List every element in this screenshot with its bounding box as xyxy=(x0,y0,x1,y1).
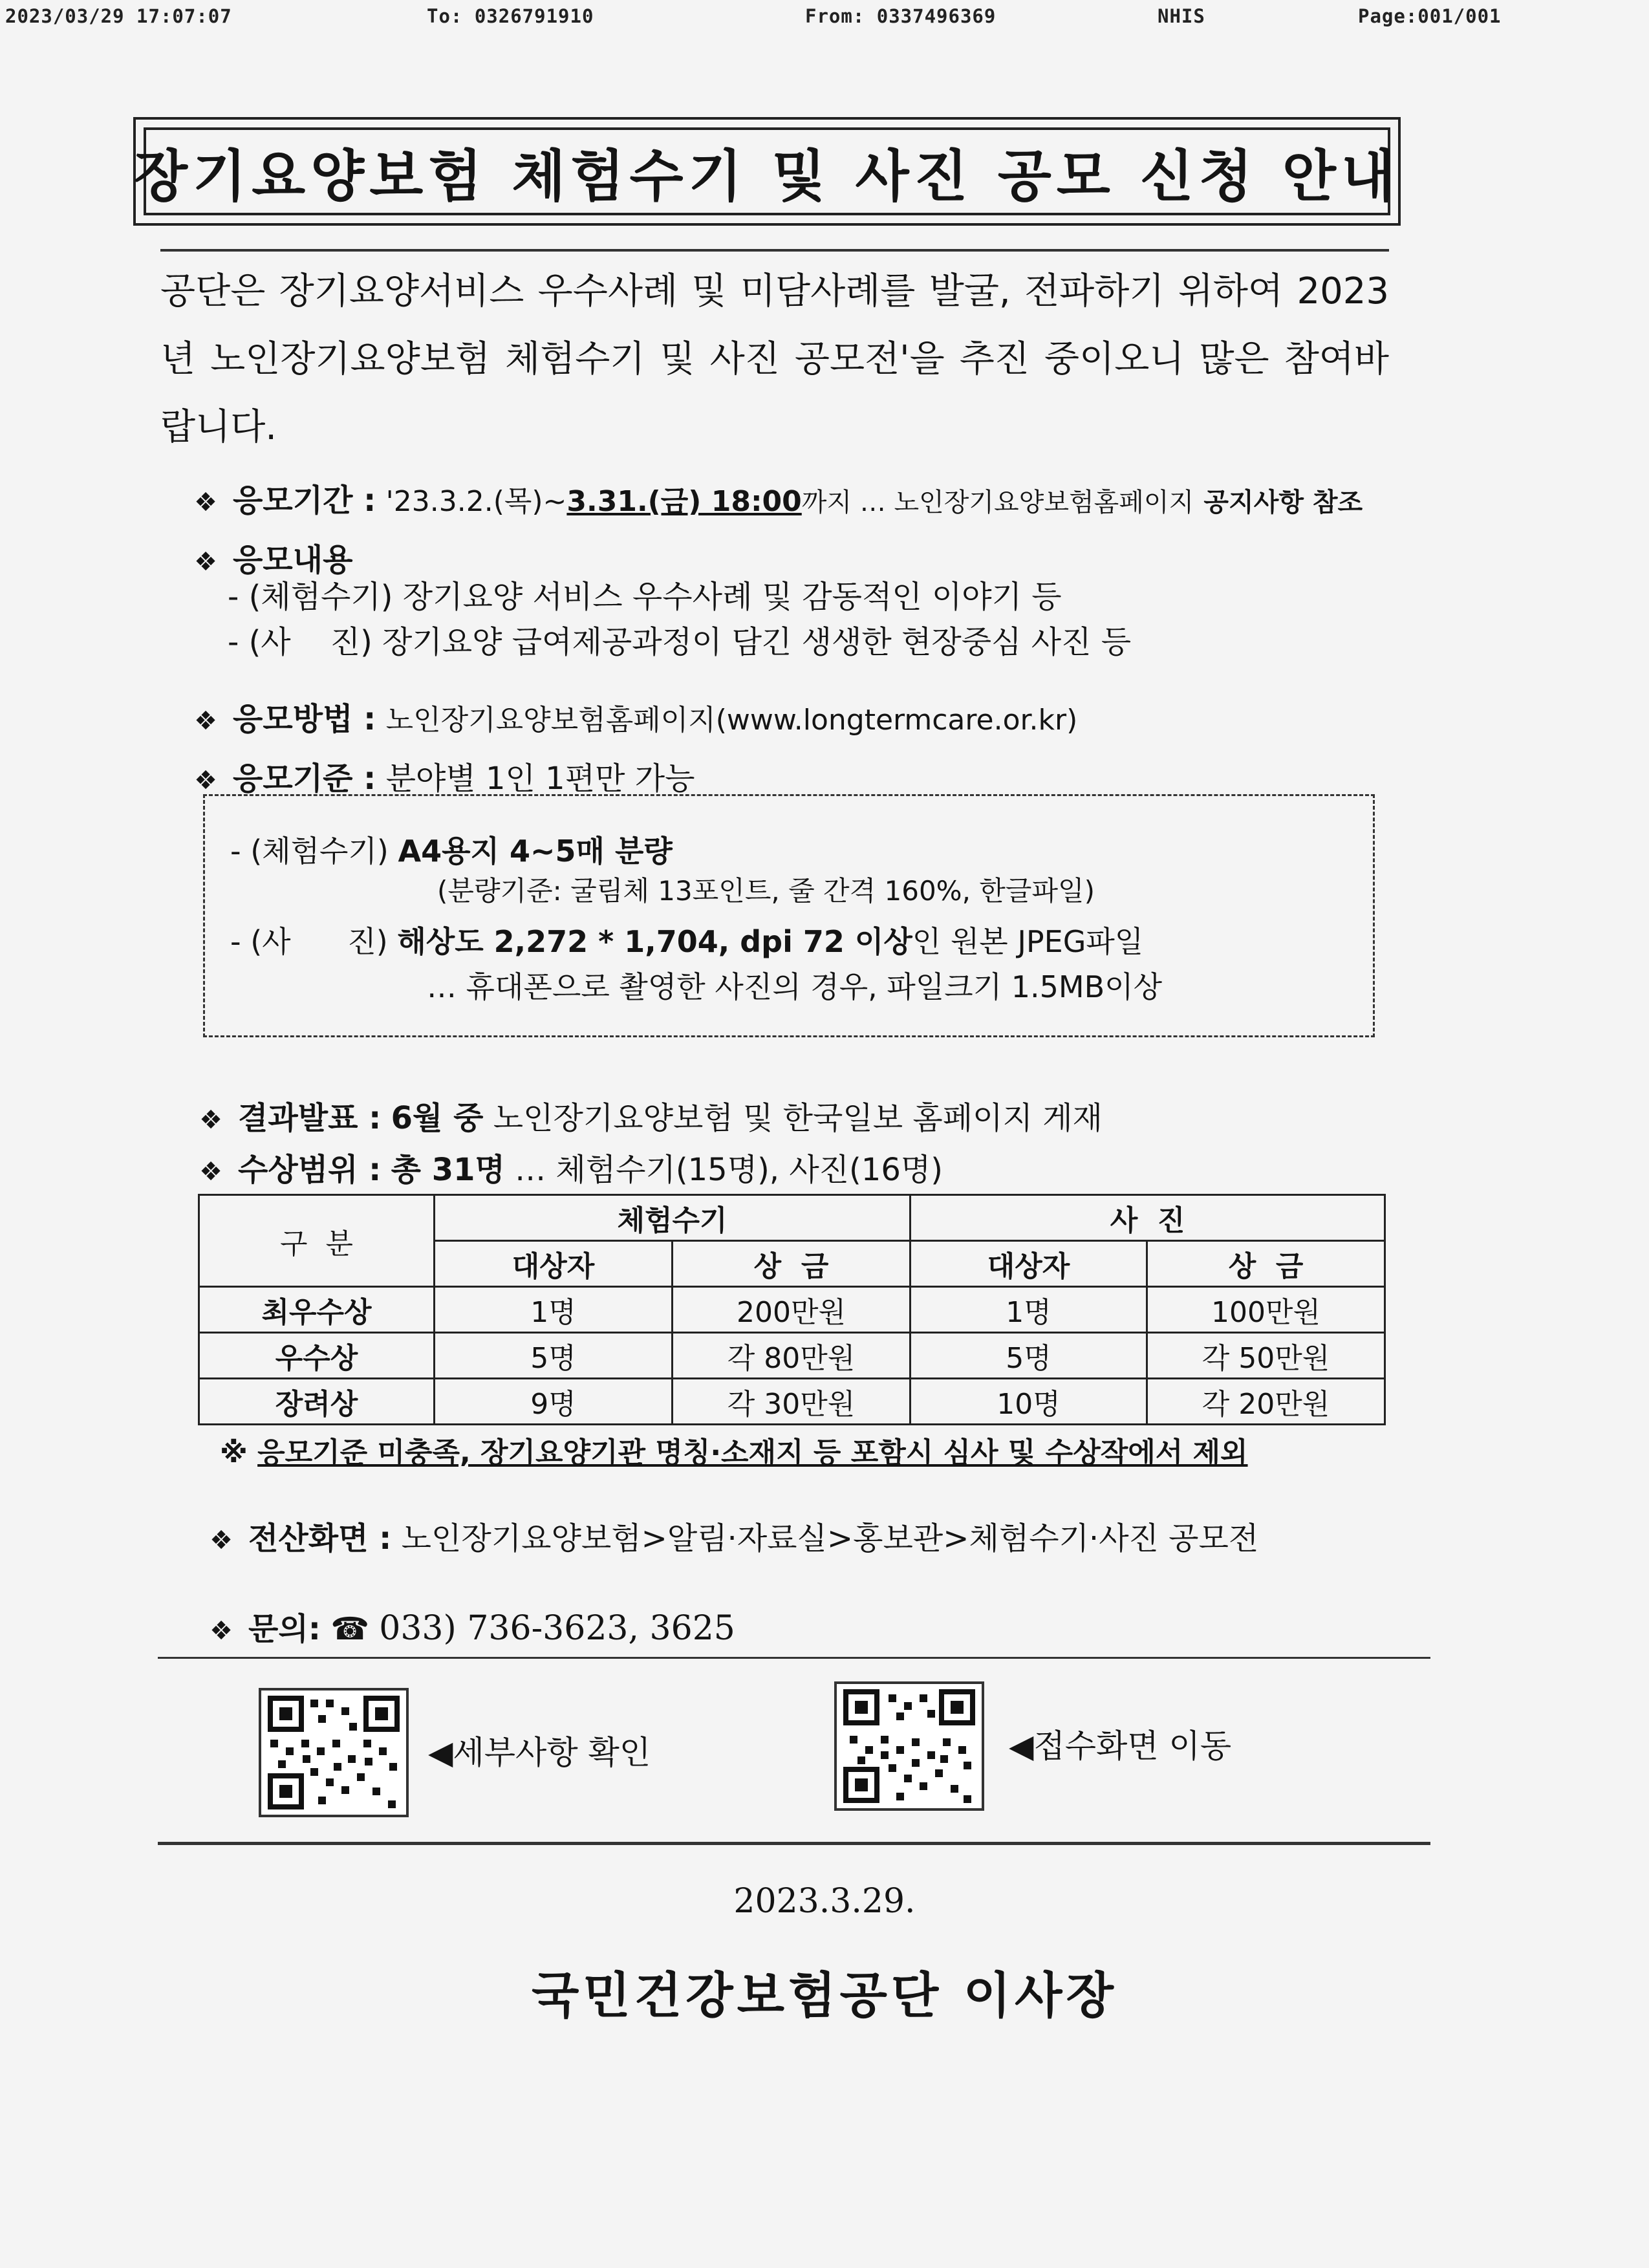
contact-value: 033) 736-3623, 3625 xyxy=(379,1609,735,1648)
contents-label: 응모내용 xyxy=(233,542,353,578)
photo-prize: 각 20만원 xyxy=(1147,1379,1385,1425)
awards-total: 총 31명 xyxy=(391,1152,505,1188)
subheader-essay-prize: 상 금 xyxy=(673,1241,911,1287)
intro-paragraph: 공단은 장기요양서비스 우수사례 및 미담사례를 발굴, 전파하기 위하여 2023년 노인장기요양보험 체험수기 및 사진 공모전'을 추진 중이오니 많은 참여바랍니다. xyxy=(160,270,1389,448)
header-essay: 체험수기 xyxy=(435,1195,911,1241)
awards-exclusion-note xyxy=(220,1429,1248,1471)
fax-from-number: From: 0337496369 xyxy=(805,5,997,27)
criteria-photo-spec: 해상도 2,272 * 1,704, dpi 72 이상 xyxy=(397,924,912,959)
phone-icon: ☎ xyxy=(330,1611,369,1647)
period-notice: 공지사항 참조 xyxy=(1203,488,1363,517)
result-line xyxy=(198,1093,1103,1138)
contents-photo: - (사 진) 장기요양 급여제공과정이 담긴 생생한 현장중심 사진 등 xyxy=(228,624,1132,660)
document-date: 2023.3.29. xyxy=(733,1882,916,1921)
contents-essay: - (체험수기) 장기요양 서비스 우수사례 및 감동적인 이야기 등 xyxy=(228,579,1062,615)
essay-count: 5명 xyxy=(435,1333,673,1379)
qr-top-divider xyxy=(158,1657,1430,1659)
qr-bottom-divider xyxy=(158,1842,1430,1845)
result-month: 6월 중 xyxy=(391,1100,484,1136)
note-mark: ※ xyxy=(220,1436,248,1469)
contact-label: 문의: xyxy=(248,1611,321,1647)
diamond-bullet-icon: ❖ xyxy=(199,1105,222,1135)
result-value: 노인장기요양보험 및 한국일보 홈페이지 게재 xyxy=(493,1100,1103,1136)
photo-count: 5명 xyxy=(911,1333,1147,1379)
photo-prize: 100만원 xyxy=(1147,1287,1385,1333)
table-header-row xyxy=(199,1195,1385,1241)
award-name: 최우수상 xyxy=(199,1287,435,1333)
essay-count: 9명 xyxy=(435,1379,673,1425)
screen-value: 노인장기요양보험>알림·자료실>홍보관>체험수기·사진 공모전 xyxy=(401,1520,1259,1557)
period-line xyxy=(193,475,1363,520)
photo-count: 1명 xyxy=(911,1287,1147,1333)
header-photo: 사 진 xyxy=(911,1195,1385,1241)
awards-breakdown: … 체험수기(15명), 사진(16명) xyxy=(515,1152,943,1188)
diamond-bullet-icon: ❖ xyxy=(210,1526,233,1555)
fax-page-count: Page:001/001 xyxy=(1358,5,1502,27)
period-suffix: 까지 … 노인장기요양보험홈페이지 xyxy=(801,488,1194,517)
subheader-essay-winners: 대상자 xyxy=(435,1241,673,1287)
method-line xyxy=(193,694,1077,739)
table-row xyxy=(199,1379,1385,1425)
screen-line xyxy=(208,1513,1258,1558)
fax-sender-id: NHIS xyxy=(1158,5,1205,27)
criteria-photo-detail: … 휴대폰으로 촬영한 사진의 경우, 파일크기 1.5MB이상 xyxy=(427,969,1163,1004)
photo-prize: 각 50만원 xyxy=(1147,1333,1385,1379)
contact-line xyxy=(208,1604,735,1648)
award-name: 우수상 xyxy=(199,1333,435,1379)
award-name: 장려상 xyxy=(199,1379,435,1425)
awards-line xyxy=(198,1145,943,1189)
table-row xyxy=(199,1333,1385,1379)
essay-prize: 200만원 xyxy=(673,1287,911,1333)
screen-label: 전산화면 : xyxy=(248,1520,392,1557)
criteria-photo-prefix: - (사 진) xyxy=(230,924,388,959)
criteria-label: 응모기준 : xyxy=(233,761,376,797)
diamond-bullet-icon: ❖ xyxy=(194,488,217,517)
criteria-line xyxy=(193,753,695,798)
apply-qr-code[interactable] xyxy=(834,1681,984,1811)
criteria-photo-line xyxy=(230,918,1143,961)
period-label: 응모기간 : xyxy=(233,482,376,519)
essay-prize: 각 30만원 xyxy=(673,1379,911,1425)
criteria-value: 분야별 1인 1편만 가능 xyxy=(385,761,695,797)
diamond-bullet-icon: ❖ xyxy=(199,1157,222,1187)
awards-table xyxy=(198,1194,1386,1425)
diamond-bullet-icon: ❖ xyxy=(194,706,217,736)
criteria-essay-spec: A4용지 4~5매 분량 xyxy=(398,834,673,869)
period-end: 3.31.(금) 18:00 xyxy=(566,485,802,518)
table-row xyxy=(199,1287,1385,1333)
subheader-photo-winners: 대상자 xyxy=(911,1241,1147,1287)
method-value: 노인장기요양보험홈페이지(www.longtermcare.or.kr) xyxy=(385,704,1078,737)
apply-qr-label: ◀접수화면 이동 xyxy=(1009,1727,1232,1765)
result-label: 결과발표 : xyxy=(238,1100,382,1136)
note-text: 응모기준 미충족, 장기요양기관 명칭·소재지 등 포함시 심사 및 수상작에서 제외 xyxy=(257,1436,1248,1469)
qr-pattern-icon xyxy=(837,1684,982,1808)
details-qr-code[interactable] xyxy=(259,1688,409,1817)
fax-datetime: 2023/03/29 17:07:07 xyxy=(5,5,232,27)
diamond-bullet-icon: ❖ xyxy=(194,547,217,577)
period-start: '23.3.2.(목)~ xyxy=(385,485,567,518)
criteria-photo-suffix: 인 원본 JPEG파일 xyxy=(912,924,1144,959)
essay-prize: 각 80만원 xyxy=(673,1333,911,1379)
essay-count: 1명 xyxy=(435,1287,673,1333)
page-title: 장기요양보험 체험수기 및 사진 공모 신청 안내 xyxy=(133,144,1401,209)
criteria-essay-detail: (분량기준: 굴림체 13포인트, 줄 간격 160%, 한글파일) xyxy=(437,875,1095,907)
subheader-photo-prize: 상 금 xyxy=(1147,1241,1385,1287)
title-divider xyxy=(160,249,1389,252)
method-label: 응모방법 : xyxy=(233,701,376,737)
issuer-signature: 국민건강보험공단 이사장 xyxy=(531,1967,1118,2024)
diamond-bullet-icon: ❖ xyxy=(210,1616,233,1646)
awards-label: 수상범위 : xyxy=(238,1152,382,1188)
criteria-essay-line xyxy=(230,828,673,870)
fax-to-number: To: 0326791910 xyxy=(427,5,594,27)
title-inner-frame xyxy=(133,127,1401,215)
details-qr-label: ◀세부사항 확인 xyxy=(428,1734,651,1771)
title-box xyxy=(133,117,1401,226)
qr-pattern-icon xyxy=(261,1690,406,1815)
photo-count: 10명 xyxy=(911,1379,1147,1425)
criteria-essay-prefix: - (체험수기) xyxy=(230,834,389,869)
header-category: 구 분 xyxy=(199,1195,435,1287)
diamond-bullet-icon: ❖ xyxy=(194,766,217,795)
